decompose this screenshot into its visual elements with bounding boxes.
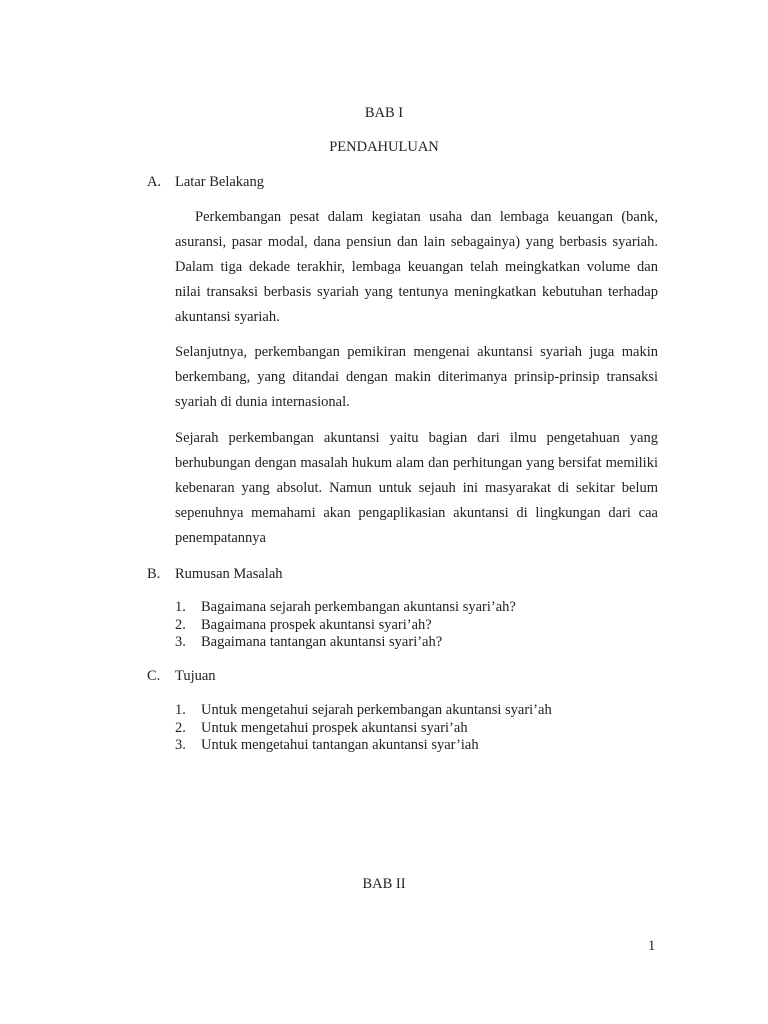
list-item bbox=[175, 737, 552, 755]
section-a-letter: A. bbox=[147, 174, 162, 190]
list-item-number: 1. bbox=[175, 702, 186, 718]
section-c-title: Tujuan bbox=[175, 668, 216, 684]
section-c-heading bbox=[147, 668, 216, 685]
list-item bbox=[175, 702, 552, 720]
list-item bbox=[175, 599, 516, 617]
list-item bbox=[175, 617, 516, 635]
list-item-number: 2. bbox=[175, 719, 186, 736]
list-item-number: 2. bbox=[175, 616, 186, 633]
section-c-letter: C. bbox=[147, 668, 161, 684]
chapter-title: BAB I bbox=[364, 105, 404, 121]
paragraph-1: Perkembangan pesat dalam kegiatan usaha dan lembaga keuangan (bank, asuransi, pasar modal, dana pensiun dan lain sebagainya) yang berbasis syariah. Dalam tiga dekade terakhir, lembaga keuangan telah meingkatkan volume dan nilai transaksi berbasis syariah yang tentunya meningkatkan kebutuhan terhadap akuntansi syariah. bbox=[175, 209, 658, 325]
section-b-title: Rumusan Masalah bbox=[175, 566, 283, 582]
list-item-text: Untuk mengetahui tantangan akuntansi syar’iah bbox=[201, 737, 479, 753]
section-b-letter: B. bbox=[147, 566, 161, 582]
section-b-heading bbox=[147, 566, 283, 583]
list-item-number: 1. bbox=[175, 599, 186, 615]
list-item bbox=[175, 634, 516, 652]
list-item bbox=[175, 720, 552, 738]
chapter-name: PENDAHULUAN bbox=[329, 139, 439, 155]
list-item-text: Bagaimana tantangan akuntansi syari’ah? bbox=[201, 634, 443, 650]
section-a-title: Latar Belakang bbox=[175, 174, 264, 190]
list-item-text: Bagaimana sejarah perkembangan akuntansi syari’ah? bbox=[201, 599, 516, 615]
page-number: 1 bbox=[648, 938, 656, 954]
tujuan-list bbox=[175, 702, 552, 755]
list-item-text: Untuk mengetahui sejarah perkembangan akuntansi syari’ah bbox=[201, 702, 552, 718]
section-a-heading bbox=[147, 174, 264, 191]
list-item-number: 3. bbox=[175, 737, 186, 753]
paragraph-3: Sejarah perkembangan akuntansi yaitu bagian dari ilmu pengetahuan yang berhubungan dengan masalah hukum alam dan perhitungan yang bersifat memiliki kebenaran yang absolut. Namun untuk sejauh ini masyarakat di sekitar belum sepenuhnya memahami akan pengaplikasian akuntansi di lingkungan dari caa penempatannya bbox=[175, 430, 658, 546]
list-item-number: 3. bbox=[175, 634, 186, 650]
next-chapter-title: BAB II bbox=[362, 876, 406, 892]
paragraph-2: Selanjutnya, perkembangan pemikiran mengenai akuntansi syariah juga makin berkembang, yang ditandai dengan makin diterimanya prinsip-prinsip transaksi syariah di dunia internasional. bbox=[175, 344, 658, 410]
list-item-text: Bagaimana prospek akuntansi syari’ah? bbox=[201, 616, 432, 633]
rumusan-masalah-list bbox=[175, 599, 516, 652]
list-item-text: Untuk mengetahui prospek akuntansi syari’ah bbox=[201, 719, 468, 736]
